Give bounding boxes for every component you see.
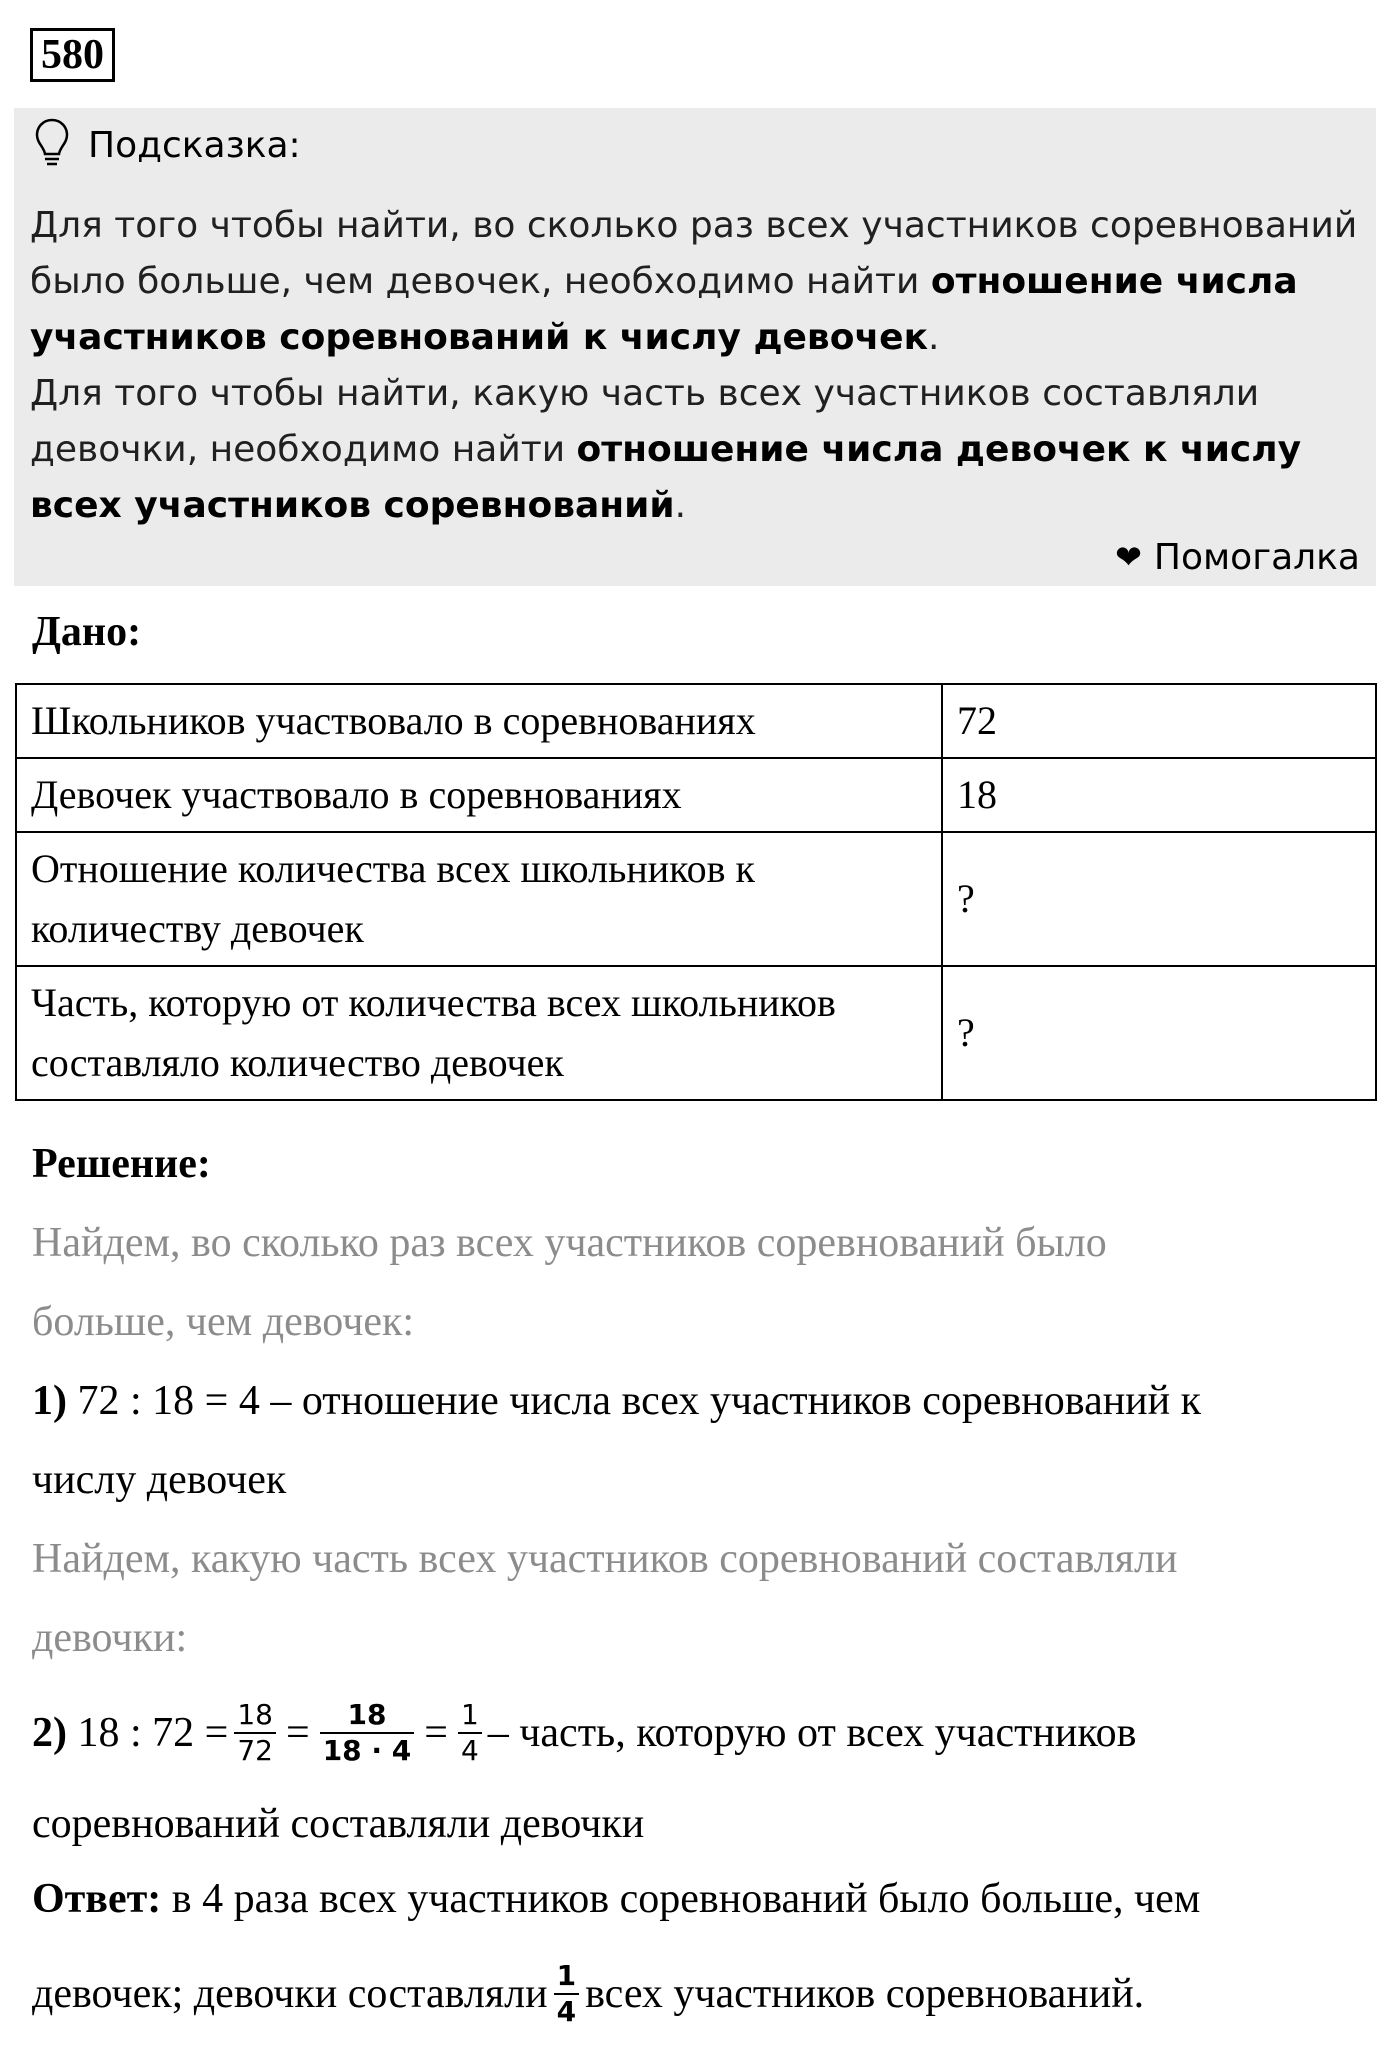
fraction-numerator: 18 (237, 1698, 273, 1731)
solution-gray-line: девочки: (32, 1615, 188, 1661)
table-cell-label: Школьников участвовало в соревнованиях (16, 684, 942, 758)
given-table (15, 683, 1377, 1101)
solution-title: Решение: (32, 1141, 211, 1187)
hint-text-plain: . (928, 317, 940, 358)
table-row (16, 966, 1376, 1100)
hint-text-plain: . (674, 485, 687, 526)
hint-paragraph-1 (30, 198, 1370, 366)
step-number: 2) (32, 1710, 67, 1756)
answer-line (32, 1860, 1372, 1939)
table-cell-label: Часть, которую от количества всех школьников составляло количество девочек (16, 966, 942, 1100)
equals-sign: = (424, 1710, 448, 1756)
step-1-line-2: числу девочек (32, 1457, 287, 1503)
lightbulb-icon (34, 117, 70, 174)
table-cell-value: 18 (942, 758, 1376, 832)
hint-text-plain: Для того чтобы найти, во сколько раз всех участников соревнований было больше, чем девочек, необходимо найти (30, 205, 1358, 302)
solution-title-line (32, 1125, 1372, 1204)
step-text: 18 : 72 = (67, 1710, 229, 1756)
answer-text: всех участников соревнований. (585, 1971, 1145, 2017)
table-row (16, 684, 1376, 758)
fraction (320, 1698, 415, 1768)
heart-icon: ❤ (1115, 538, 1142, 576)
table-cell-value: 72 (942, 684, 1376, 758)
answer-label: Ответ: (32, 1876, 162, 1922)
fraction-denominator: 72 (234, 1732, 276, 1768)
credit (1115, 530, 1360, 584)
answer-line-2 (32, 1939, 1372, 2049)
hint-header (34, 116, 301, 174)
hint-title: Подсказка: (88, 124, 301, 166)
fraction-numerator: 1 (556, 1959, 577, 1992)
fraction (554, 1959, 579, 2029)
hint-text-plain: Для того чтобы найти, какую часть всех участников составляли девочки, необходимо найти (30, 373, 1260, 470)
table-cell-value: ? (942, 966, 1376, 1100)
table-row (16, 758, 1376, 832)
hint-text-bold: отношение числа участников соревнований к числу девочек (30, 261, 1298, 358)
answer-text: в 4 раза всех участников соревнований было больше, чем (161, 1876, 1201, 1922)
hint-paragraph-2 (30, 366, 1370, 534)
table-cell-label: Отношение количества всех школьников к количеству девочек (16, 832, 942, 966)
hint-text-bold: отношение числа девочек к числу всех участников соревнований (30, 429, 1302, 526)
table-row (16, 832, 1376, 966)
solution (32, 1125, 1372, 2049)
hint-panel (14, 108, 1376, 586)
step-2-line-2: соревнований составляли девочки (32, 1801, 645, 1847)
step-2-line (32, 1678, 1372, 1788)
fraction-numerator: 18 (347, 1698, 387, 1731)
equals-sign: = (286, 1710, 310, 1756)
problem-number: 580 (30, 28, 115, 82)
hint-text (30, 198, 1370, 534)
fraction-denominator: 4 (458, 1732, 482, 1768)
fraction (458, 1698, 482, 1768)
step-1-line (32, 1362, 1372, 1441)
fraction-denominator: 4 (554, 1993, 579, 2029)
table-cell-value: ? (942, 832, 1376, 966)
fraction-denominator: 18 · 4 (320, 1732, 415, 1768)
answer-text: девочек; девочки составляли (32, 1971, 548, 2017)
solution-gray-line: Найдем, во сколько раз всех участников соревнований было (32, 1220, 1107, 1266)
step-text: 72 : 18 = 4 – отношение числа всех участников соревнований к (67, 1378, 1202, 1424)
fraction-numerator: 1 (460, 1698, 479, 1731)
fraction (234, 1698, 276, 1768)
given-title: Дано: (32, 609, 142, 655)
credit-label: Помогалка (1153, 536, 1360, 578)
solution-gray-line: Найдем, какую часть всех участников соревнований составляли (32, 1536, 1178, 1582)
step-number: 1) (32, 1378, 67, 1424)
solution-gray-line: больше, чем девочек: (32, 1299, 415, 1345)
table-cell-label: Девочек участвовало в соревнованиях (16, 758, 942, 832)
step-text: – часть, которую от всех участников (487, 1710, 1137, 1756)
